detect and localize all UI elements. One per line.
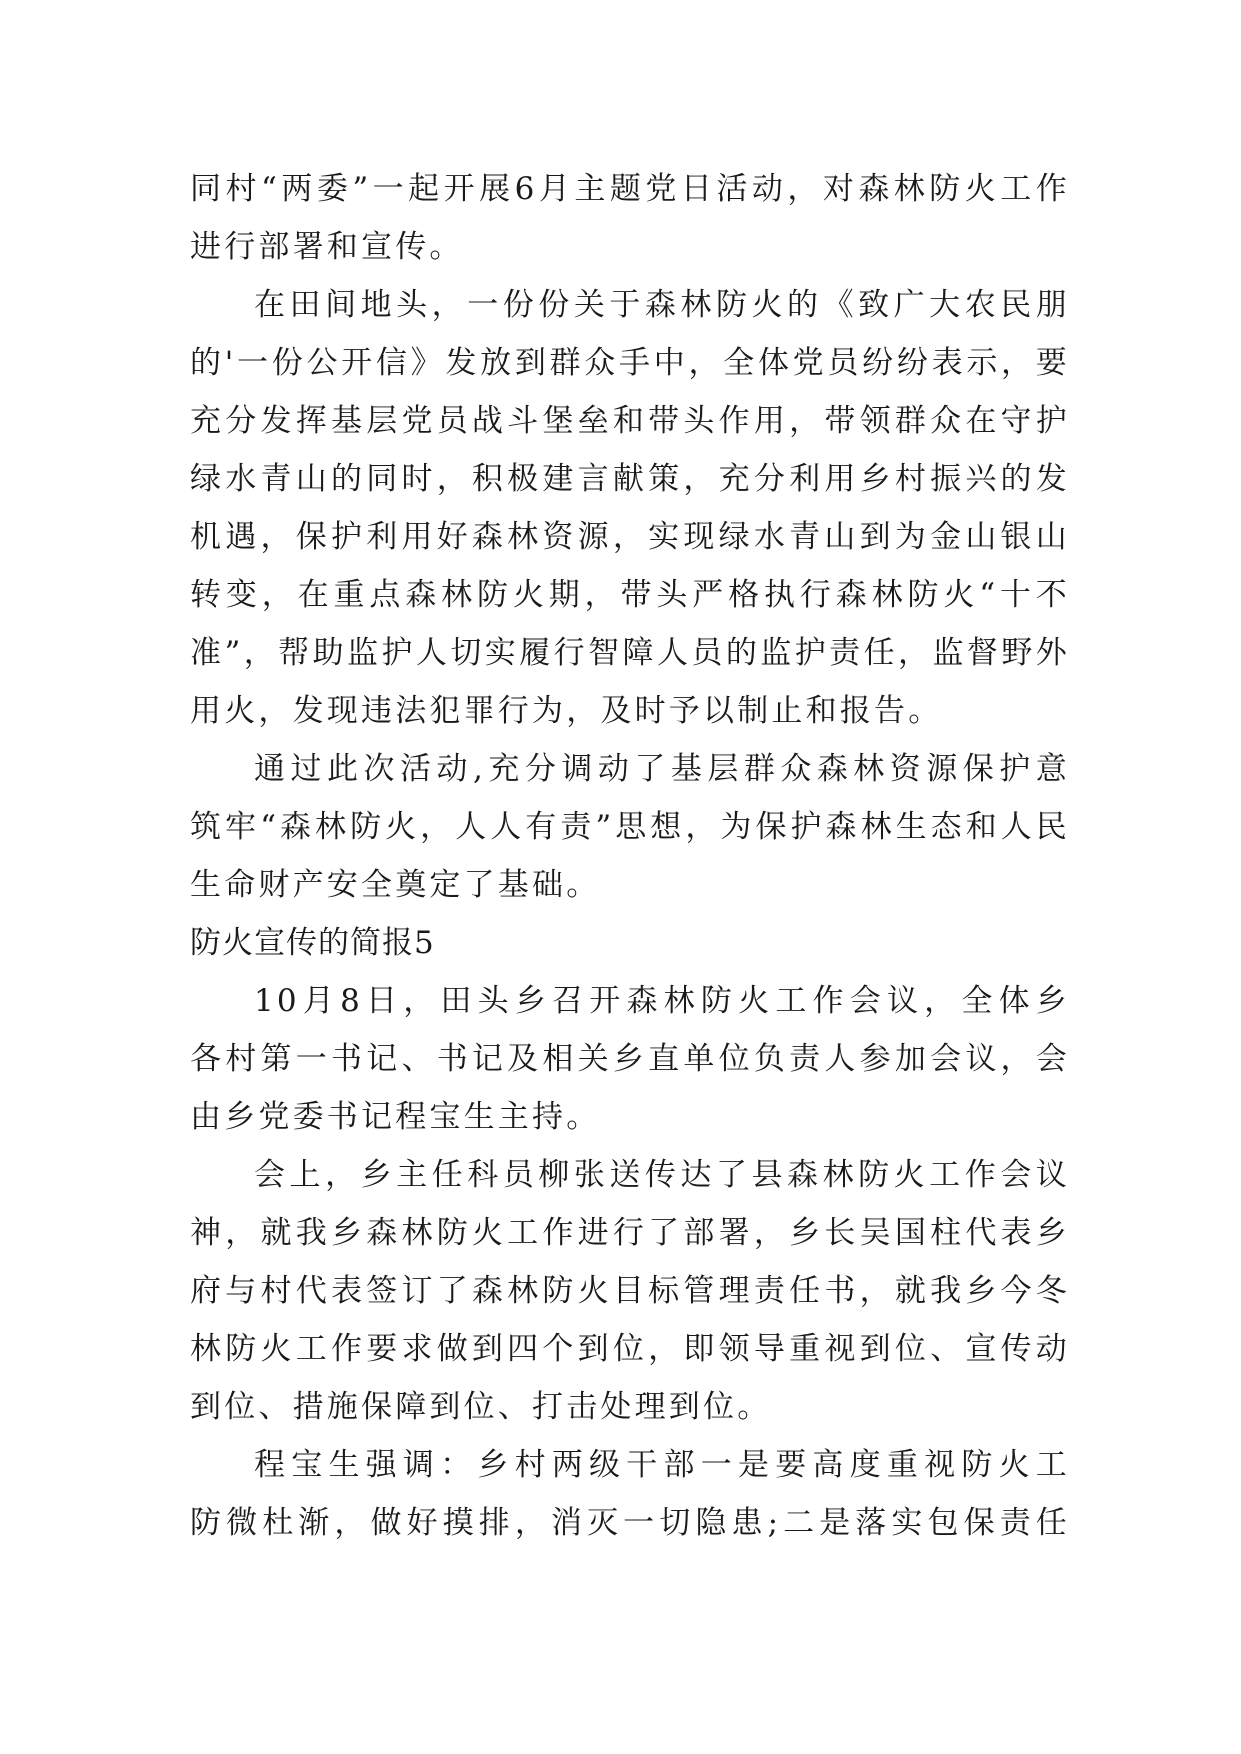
- text-line: 转变，在重点森林防火期，带头严格执行森林防火“十不: [190, 577, 1070, 613]
- text-line: 通过此次活动,充分调动了基层群众森林资源保护意: [254, 751, 1070, 787]
- text-line: 会上，乡主任科员柳张送传达了县森林防火工作会议: [254, 1157, 1070, 1193]
- text-line: 进行部署和宣传。: [190, 229, 464, 265]
- text-line: 林防火工作要求做到四个到位，即领导重视到位、宣传动: [190, 1331, 1070, 1367]
- text-line: 10月8日，田头乡召开森林防火工作会议，全体乡: [254, 983, 1070, 1019]
- text-line: 生命财产安全奠定了基础。: [190, 867, 601, 903]
- text-line: 府与村代表签订了森林防火目标管理责任书，就我乡今冬: [190, 1273, 1070, 1309]
- text-line: 在田间地头，一份份关于森林防火的《致广大农民朋: [254, 287, 1070, 323]
- text-line: 防微杜渐，做好摸排，消灭一切隐患;二是落实包保责任: [190, 1505, 1070, 1541]
- text-line: 充分发挥基层党员战斗堡垒和带头作用，带领群众在守护: [190, 403, 1070, 439]
- text-line: 程宝生强调：乡村两级干部一是要高度重视防火工: [254, 1447, 1070, 1483]
- text-line: 到位、措施保障到位、打击处理到位。: [190, 1389, 772, 1425]
- text-line: 的'一份公开信》发放到群众手中，全体党员纷纷表示，要: [190, 345, 1070, 381]
- text-line: 用火，发现违法犯罪行为，及时予以制止和报告。: [190, 693, 943, 729]
- text-line: 由乡党委书记程宝生主持。: [190, 1099, 601, 1135]
- section-heading: 防火宣传的简报5: [190, 925, 435, 961]
- text-line: 神，就我乡森林防火工作进行了部署，乡长吴国柱代表乡: [190, 1215, 1070, 1251]
- text-line: 同村“两委”一起开展6月主题党日活动，对森林防火工作: [190, 171, 1070, 207]
- document-body: [190, 160, 1070, 1552]
- text-line: 绿水青山的同时，积极建言献策，充分利用乡村振兴的发: [190, 461, 1070, 497]
- text-line: 筑牢“森林防火，人人有责”思想，为保护森林生态和人民: [190, 809, 1070, 845]
- text-line: 各村第一书记、书记及相关乡直单位负责人参加会议，会: [190, 1041, 1070, 1077]
- text-line: 准”，帮助监护人切实履行智障人员的监护责任，监督野外: [190, 635, 1070, 671]
- text-line: 机遇，保护利用好森林资源，实现绿水青山到为金山银山: [190, 519, 1070, 555]
